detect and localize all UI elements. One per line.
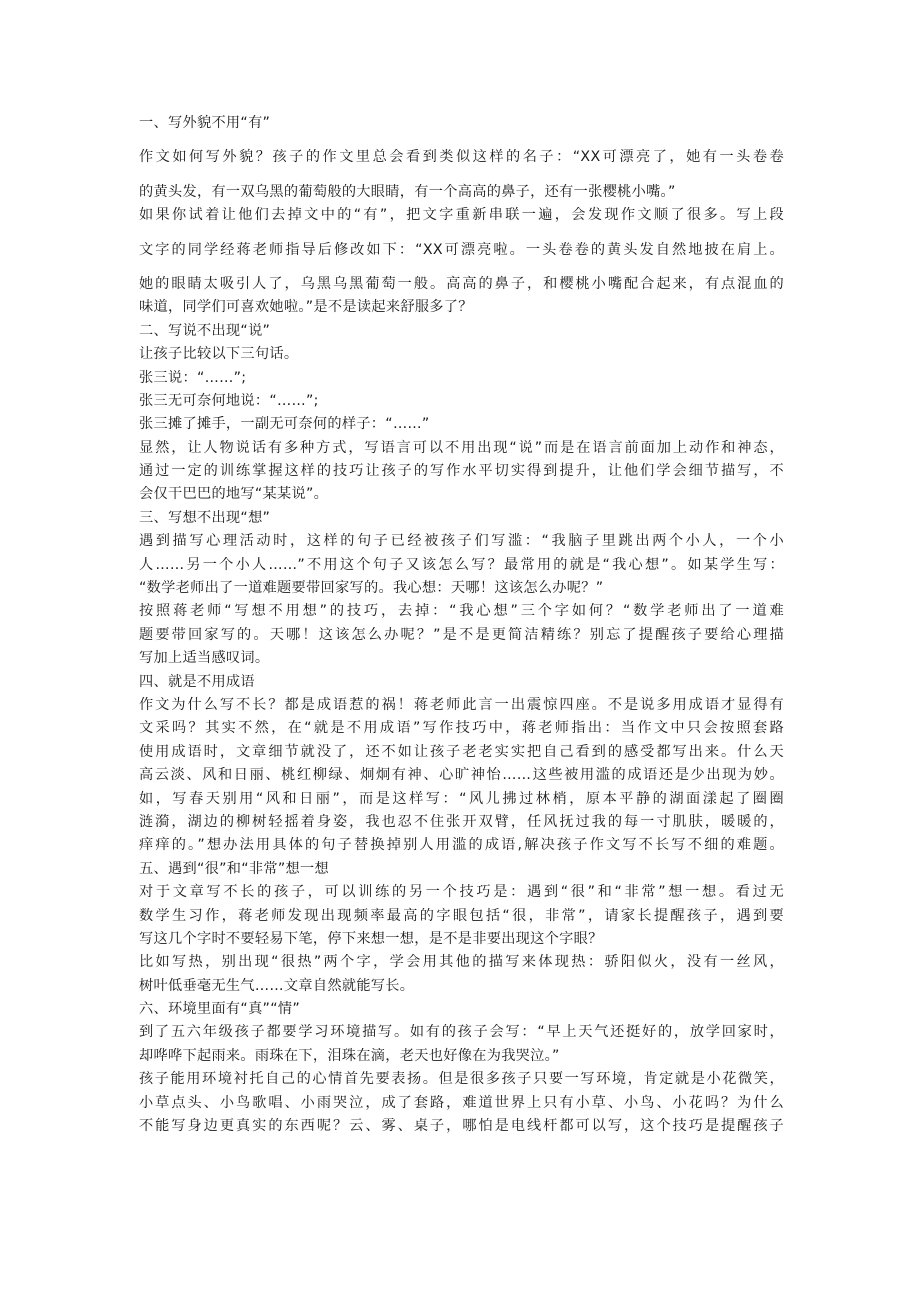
text-line: 四、就是不用成语	[139, 673, 255, 690]
text-line: 的黄头发，有一双乌黑的葡萄般的大眼睛，有一个高高的鼻子，还有一张樱桃小嘴。”	[139, 183, 676, 200]
text-line: 人……另一个小人……”不用这个句子又该怎么写？最常用的就是“我心想”。如某学生写：	[139, 556, 784, 573]
text-line: 二、写说不出现“说”	[139, 322, 271, 339]
text-line: 如，写春天别用“风和日丽”，而是这样写：“风儿拂过林梢，原本平静的湖面漾起了圈圈	[139, 790, 784, 807]
text-line: 通过一定的训练掌握这样的技巧让孩子的写作水平切实得到提升，让他们学会细节描写，不	[139, 463, 784, 480]
text-line: 到了五六年级孩子都要学习环境描写。如有的孩子会写：“早上天气还挺好的，放学回家时，	[139, 1024, 784, 1041]
text-line: 树叶低垂毫无生气……文章自然就能写长。	[139, 977, 415, 994]
article-body	[139, 112, 784, 1138]
text-line: 显然，让人物说话有多种方式，写语言可以不用出现“说”而是在语言前面加上动作和神态，	[139, 439, 784, 456]
text-line: 作文如何写外貌？孩子的作文里总会看到类似这样的名子：“XX可漂亮了，她有一头卷卷	[139, 149, 784, 166]
text-line: 使用成语时，文章细节就没了，还不如让孩子老老实实把自己看到的感受都写出来。什么天	[139, 743, 784, 760]
text-line: 按照蒋老师“写想不用想”的技巧，去掉：“我心想”三个字如何？“数学老师出了一道难	[139, 603, 784, 620]
text-line: 不能写身边更真实的东西呢？云、雾、桌子，哪怕是电线杆都可以写，这个技巧是提醒孩子	[139, 1118, 784, 1135]
text-line: 遇到描写心理活动时，这样的句子已经被孩子们写滥：“我脑子里跳出两个小人，一个小	[139, 533, 784, 550]
text-line: 味道，同学们可喜欢她啦。”是不是读起来舒服多了？	[139, 299, 473, 316]
text-line: 涟漪，湖边的柳树轻摇着身姿，我也忍不住张开双臂，任风抚过我的每一寸肌肤，暖暖的，	[139, 813, 784, 830]
text-line: “数学老师出了一道难题要带回家写的。我心想：天哪！这该怎么办呢？”	[139, 580, 604, 597]
text-line: 一、写外貌不用“有”	[139, 115, 271, 131]
text-line: 让孩子比较以下三句话。	[139, 346, 299, 363]
text-line: 却哗哗下起雨来。雨珠在下，泪珠在滴，老天也好像在为我哭泣。”	[139, 1047, 560, 1064]
text-line: 张三无可奈何地说：“……”;	[139, 392, 319, 409]
text-line: 高云淡、风和日丽、桃红柳绿、炯炯有神、心旷神怡……这些被用滥的成语还是少出现为妙。	[139, 767, 784, 784]
text-line: 张三说：“……”;	[139, 369, 247, 386]
text-line: 写这几个字时不要轻易下笔，停下来想一想，是不是非要出现这个字眼？	[139, 930, 603, 947]
text-line: 张三摊了摊手，一副无可奈何的样子：“……”	[139, 416, 430, 433]
text-line: 六、环境里面有“真”“情”	[139, 1001, 300, 1018]
text-line: 小草点头、小鸟歌唱、小雨哭泣，成了套路，难道世界上只有小草、小鸟、小花吗？为什么	[139, 1094, 784, 1111]
text-line: 如果你试着让他们去掉文中的“有”，把文字重新串联一遍，会发现作文顺了很多。写上段	[139, 207, 784, 224]
text-line: 对于文章写不长的孩子，可以训练的另一个技巧是：遇到“很”和“非常”想一想。看过无	[139, 884, 784, 901]
text-line: 她的眼睛太吸引人了，乌黑乌黑葡萄一般。高高的鼻子，和樱桃小嘴配合起来，有点混血的	[139, 275, 784, 292]
text-line: 文字的同学经蒋老师指导后修改如下：“XX可漂亮啦。一头卷卷的黄头发自然地披在肩上。	[139, 241, 784, 258]
text-line: 五、遇到“很”和“非常”想一想	[139, 860, 329, 877]
text-line: 孩子能用环境衬托自己的心情首先要表扬。但是很多孩子只要一写环境，肯定就是小花微笑，	[139, 1071, 784, 1088]
text-line: 三、写想不出现“想”	[139, 509, 271, 526]
text-line: 数学生习作，蒋老师发现出现频率最高的字眼包括“很，非常”，请家长提醒孩子，遇到要	[139, 907, 784, 924]
text-line: 比如写热，别出现“很热”两个字，学会用其他的描写来体现热：骄阳似火，没有一丝风，	[139, 954, 784, 971]
text-line: 题要带回家写的。天哪！这该怎么办呢？”是不是更简洁精练？别忘了提醒孩子要给心理描	[139, 626, 784, 643]
text-line: 作文为什么写不长？都是成语惹的祸！蒋老师此言一出震惊四座。不是说多用成语才显得有	[139, 696, 784, 713]
text-line: 痒痒的。”想办法用具体的句子替换掉别人用滥的成语,解决孩子作文写不长写不细的难题。	[139, 837, 784, 854]
text-line: 文采吗？其实不然，在“就是不用成语”写作技巧中，蒋老师指出：当作文中只会按照套路	[139, 720, 784, 737]
text-line: 写加上适当感叹词。	[139, 650, 270, 667]
text-line: 会仅干巴巴的地写“某某说”。	[139, 486, 329, 503]
